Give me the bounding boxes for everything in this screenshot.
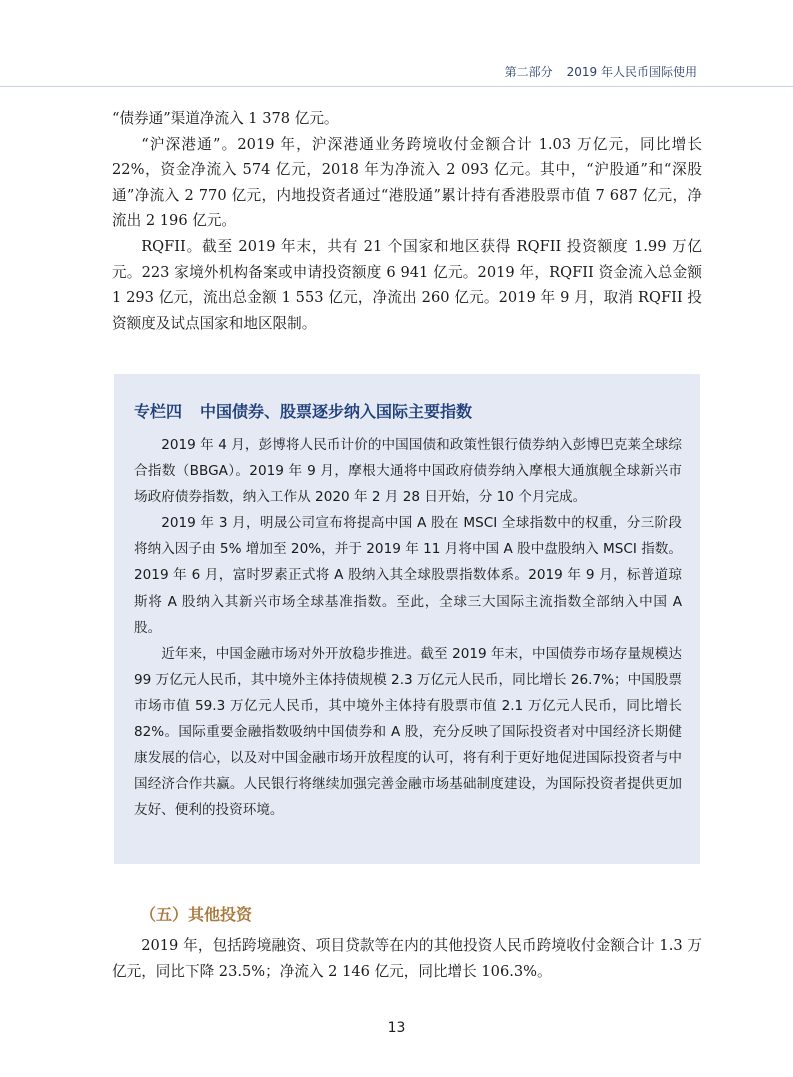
running-header	[505, 63, 697, 80]
paragraph-rqfii: RQFII。截至 2019 年末，共有 21 个国家和地区获得 RQFII 投资额度 1.99 万亿元。223 家境外机构备案或申请投资额度 6 941 亿元。2019 年，RQFII 资金流入总金额 1 293 亿元，流出总金额 1 553 亿元，净流出 260 亿元。2019 年 9 月，取消 RQFII 投资额度及试点国家和地区限制。	[112, 237, 702, 332]
box-title	[134, 399, 472, 422]
box-paragraph-bonds: 2019 年 4 月，彭博将人民币计价的中国国债和政策性银行债券纳入彭博巴克莱全球综合指数（BBGA）。2019 年 9 月，摩根大通将中国政府债券纳入摩根大通旗舰全球新兴市场政府债券指数，纳入工作从 2020 年 2 月 28 日开始，分 10 个月完成。	[134, 437, 682, 506]
section-heading: （五）其他投资	[140, 905, 253, 924]
body-text-bottom	[112, 933, 702, 984]
column-box	[114, 374, 700, 864]
box-heading: 中国债券、股票逐步纳入国际主要指数	[200, 402, 473, 421]
box-label: 专栏四	[134, 402, 183, 421]
body-text-top	[112, 106, 702, 336]
box-paragraph-stocks: 2019 年 3 月，明晟公司宣布将提高中国 A 股在 MSCI 全球指数中的权重，分三阶段将纳入因子由 5% 增加至 20%，并于 2019 年 11 月将中国 A 股中盘股纳入 MSCI 指数。2019 年 6 月，富时罗素正式将 A 股纳入其全球股票指数体系。2019 年 9 月，标普道琼斯将 A 股纳入其新兴市场全球基准指数。至此，全球三大国际主流指数全部纳入中国 A 股。	[134, 515, 682, 636]
page-number: 13	[387, 1020, 406, 1036]
header-divider	[0, 86, 793, 87]
paragraph-bond-connect: “债券通”渠道净流入 1 378 亿元。	[112, 110, 339, 127]
box-paragraph-summary: 近年来，中国金融市场对外开放稳步推进。截至 2019 年末，中国债券市场存量规模达 99 万亿元人民币，其中境外主体持债规模 2.3 万亿元人民币，同比增长 26.7%；中国股票市场市值 59.3 万亿元人民币，其中境外主体持有股票市值 2.1 万亿元人民币，同比增长 82%。国际重要金融指数吸纳中国债券和 A 股，充分反映了国际投资者对中国经济长期健康发展的信心，以及对中国金融市场开放程度的认可，将有利于更好地促进国际投资者与中国经济合作共赢。人民银行将继续加强完善金融市场基础制度建设，为国际投资者提供更加友好、便利的投资环境。	[134, 645, 682, 819]
paragraph-stock-connect: “沪深港通”。2019 年，沪深港通业务跨境收付金额合计 1.03 万亿元，同比增长 22%，资金净流入 574 亿元，2018 年为净流入 2 093 亿元。其中，“沪股通”和“深股通”净流入 2 770 亿元，内地投资者通过“港股通”累计持有香港股票市值 7 687 亿元，净流出 2 196 亿元。	[112, 135, 702, 230]
header-title: 2019 年人民币国际使用	[566, 65, 697, 79]
paragraph-other-investment: 2019 年，包括跨境融资、项目贷款等在内的其他投资人民币跨境收付金额合计 1.3 万亿元，同比下降 23.5%；净流入 2 146 亿元，同比增长 106.3%。	[112, 937, 702, 980]
box-body	[134, 432, 682, 823]
header-part: 第二部分	[504, 65, 553, 79]
